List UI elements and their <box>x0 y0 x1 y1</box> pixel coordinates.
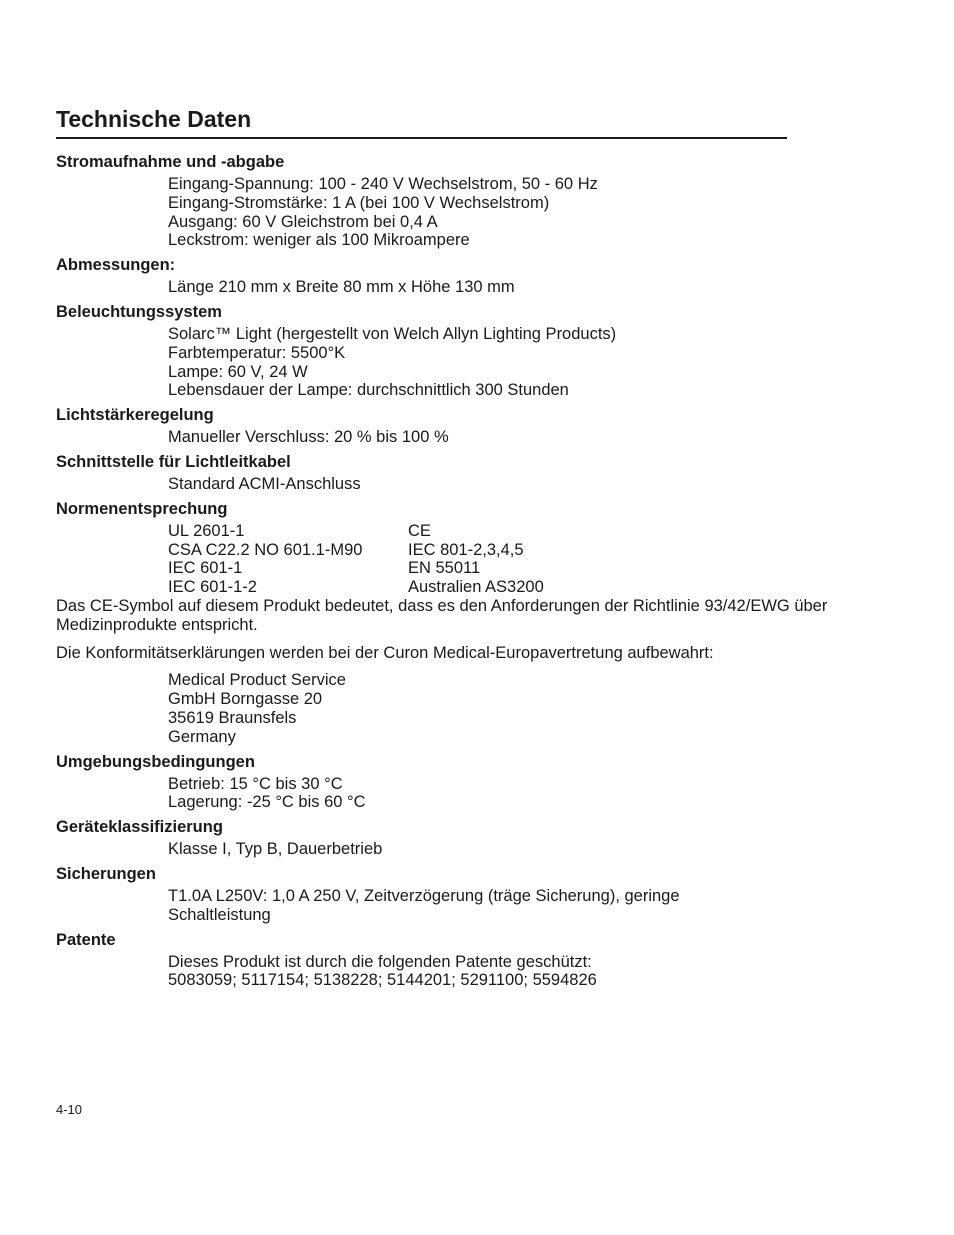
spec-line: Eingang-Spannung: 100 - 240 V Wechselstrom, 50 - 60 Hz <box>168 175 598 193</box>
standard-left: CSA C22.2 NO 601.1-M90 <box>168 540 363 559</box>
spec-line: Leckstrom: weniger als 100 Mikroampere <box>168 231 470 250</box>
section-heading: Normenentsprechung <box>56 499 228 518</box>
address-block <box>168 671 836 746</box>
address-line: Germany <box>168 727 236 746</box>
section-heading: Geräteklassifizierung <box>56 818 223 837</box>
section-fuses <box>56 865 836 925</box>
section-heading: Schnittstelle für Lichtleitkabel <box>56 452 291 471</box>
spec-line: Solarc™ Light (hergestellt von Welch Allyn Lighting Products) <box>168 324 617 343</box>
section-body <box>168 278 836 297</box>
spec-line: Länge 210 mm x Breite 80 mm x Höhe 130 mm <box>168 278 515 297</box>
spec-line: Dieses Produkt ist durch die folgenden Patente geschützt: <box>168 952 592 971</box>
spec-line: Betrieb: 15 °C bis 30 °C <box>168 774 343 793</box>
section-body <box>168 475 836 494</box>
section-standards <box>56 500 836 747</box>
section-lighting <box>56 303 836 400</box>
standard-left: UL 2601-1 <box>168 521 245 540</box>
address-line: 35619 Braunsfels <box>168 708 297 727</box>
page-number: 4-10 <box>56 1102 83 1117</box>
section-body <box>168 953 836 991</box>
spec-line: T1.0A L250V: 1,0 A 250 V, Zeitverzögerung (träge Sicherung), geringe Schaltleistung <box>168 886 680 924</box>
section-power <box>56 153 836 250</box>
section-classification <box>56 818 836 859</box>
spec-line: Lampe: 60 V, 24 W <box>168 362 308 381</box>
standards-row <box>168 578 836 597</box>
spec-line: Lagerung: -25 °C bis 60 °C <box>168 793 366 812</box>
title-rule <box>56 137 787 139</box>
section-intensity <box>56 406 836 447</box>
conformity-note: Die Konformitätserklärungen werden bei der Curon Medical-Europavertretung aufbewahrt: <box>56 643 714 662</box>
section-environment <box>56 753 836 813</box>
section-interface <box>56 453 836 494</box>
section-body <box>168 175 836 250</box>
standard-right: IEC 801-2,3,4,5 <box>408 540 524 559</box>
standards-grid <box>168 522 836 597</box>
address-line: Medical Product Service <box>168 671 346 690</box>
address-line: GmbH Borngasse 20 <box>168 690 323 709</box>
section-dimensions <box>56 256 836 297</box>
section-body <box>168 428 836 447</box>
section-heading: Umgebungsbedingungen <box>56 752 255 771</box>
section-body <box>168 840 836 859</box>
spec-line: Manueller Verschluss: 20 % bis 100 % <box>168 428 449 447</box>
standard-right: EN 55011 <box>408 559 481 578</box>
ce-note: Das CE-Symbol auf diesem Produkt bedeutet, dass es den Anforderungen der Richtlinie 93/42/EWG über Medizinprodukte entspricht. <box>56 596 828 634</box>
standard-right: CE <box>408 521 431 540</box>
section-body <box>168 887 758 925</box>
section-heading: Stromaufnahme und -abgabe <box>56 153 285 171</box>
spec-content <box>56 153 836 996</box>
section-heading: Beleuchtungssystem <box>56 302 222 321</box>
section-heading: Abmessungen: <box>56 256 176 275</box>
section-body <box>168 325 836 400</box>
standards-row <box>168 541 836 560</box>
page-title: Technische Daten <box>56 106 252 132</box>
section-patents <box>56 931 836 991</box>
spec-line: 5083059; 5117154; 5138228; 5144201; 5291100; 5594826 <box>168 971 597 990</box>
spec-line: Ausgang: 60 V Gleichstrom bei 0,4 A <box>168 212 438 231</box>
spec-line: Eingang-Stromstärke: 1 A (bei 100 V Wechselstrom) <box>168 193 550 212</box>
spec-line: Lebensdauer der Lampe: durchschnittlich 300 Stunden <box>168 381 569 400</box>
standard-left: IEC 601-1-2 <box>168 578 257 597</box>
standard-left: IEC 601-1 <box>168 559 243 578</box>
standards-row <box>168 522 836 541</box>
spec-line: Standard ACMI-Anschluss <box>168 474 361 493</box>
section-body <box>168 775 836 813</box>
standard-right: Australien AS3200 <box>408 578 544 597</box>
spec-line: Klasse I, Typ B, Dauerbetrieb <box>168 840 383 859</box>
section-heading: Patente <box>56 930 116 949</box>
spec-line: Farbtemperatur: 5500°K <box>168 343 346 362</box>
section-heading: Sicherungen <box>56 864 156 883</box>
standards-row <box>168 559 836 578</box>
section-heading: Lichtstärkeregelung <box>56 406 214 425</box>
